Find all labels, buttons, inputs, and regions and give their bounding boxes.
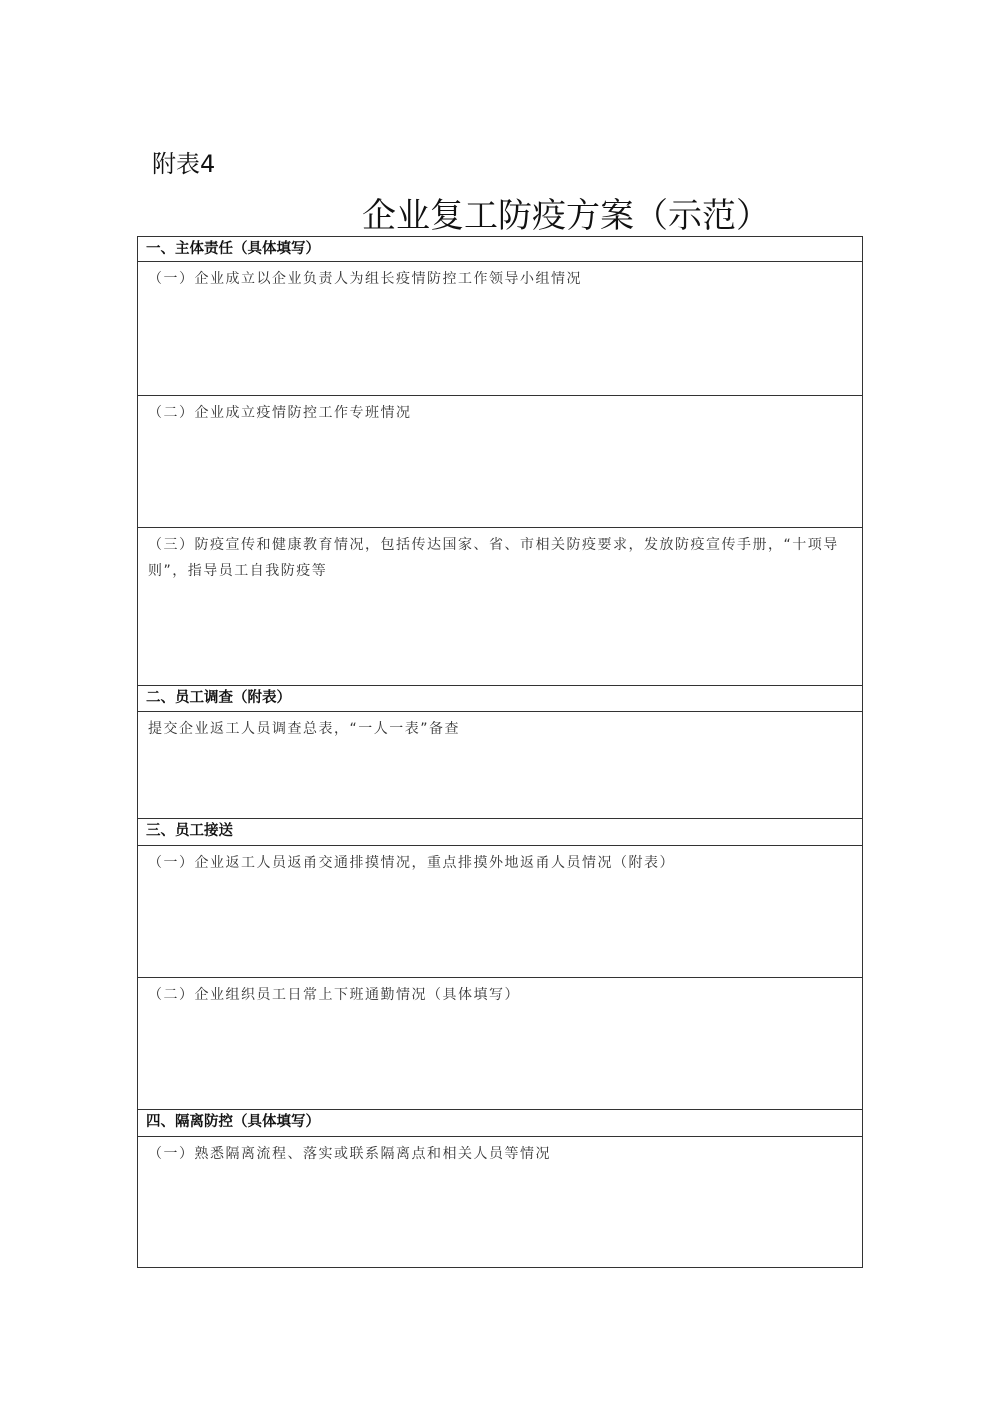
title-text: 企业复工防疫方案（示范） <box>362 196 770 236</box>
field-cell[interactable]: 提交企业返工人员调查总表，“一人一表”备查 <box>138 711 862 818</box>
field-cell[interactable]: （一）熟悉隔离流程、落实或联系隔离点和相关人员等情况 <box>138 1136 862 1267</box>
annex-label: 附表4 <box>152 150 216 178</box>
section-heading: 三、员工接送 <box>138 818 862 845</box>
plan-table <box>137 236 863 1268</box>
field-cell[interactable]: （二）企业成立疫情防控工作专班情况 <box>138 395 862 527</box>
section-heading: 一、主体责任（具体填写） <box>146 241 320 257</box>
section-heading: 二、员工调查（附表） <box>138 685 862 711</box>
section-heading: 四、隔离防控（具体填写） <box>138 1109 862 1136</box>
field-cell[interactable]: （三）防疫宣传和健康教育情况，包括传达国家、省、市相关防疫要求，发放防疫宣传手册，“十项导则”，指导员工自我防疫等 <box>138 527 862 685</box>
page-title <box>196 188 770 237</box>
field-cell[interactable]: （二）企业组织员工日常上下班通勤情况（具体填写） <box>138 977 862 1109</box>
field-cell[interactable]: （一）企业返工人员返甬交通排摸情况，重点排摸外地返甬人员情况（附表） <box>138 845 862 977</box>
company-name-blank[interactable] <box>196 200 360 237</box>
field-cell[interactable]: （一）企业成立以企业负责人为组长疫情防控工作领导小组情况 <box>138 261 862 395</box>
